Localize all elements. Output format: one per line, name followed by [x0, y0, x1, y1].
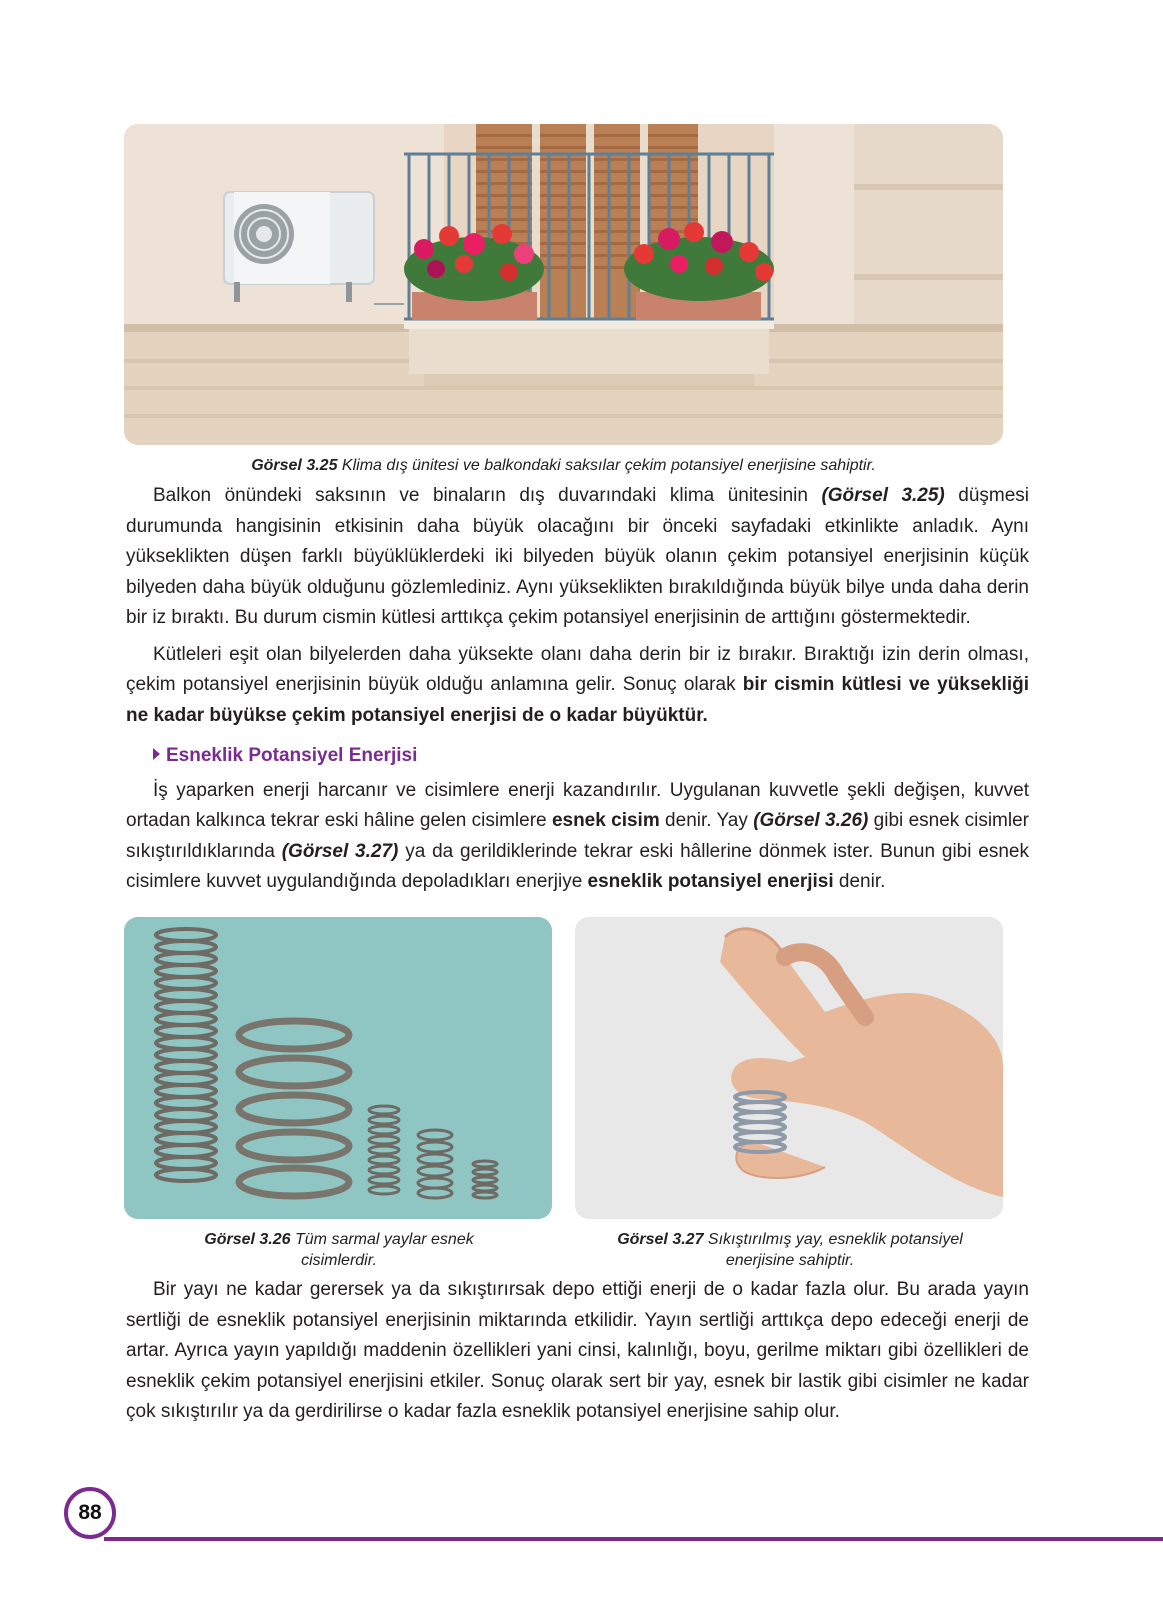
paragraph-3: İş yaparken enerji harcanır ve cisimlere enerji kazandırılır. Uygulanan kuvvetle şekli değişen, kuvvet ortadan kalkınca tekrar eski hâline gelen cisimlere esnek cisim denir. Yay (Görsel 3.26) gibi esnek cisimler sıkıştırıldıklarında (Görsel 3.27) ya da gerildiklerinde tekrar eski hâllerine dönmek ister. Bunun gibi esnek cisimlere kuvvet uygulandığında depoladıkları enerjiye esneklik potansiyel enerjisi denir. [126, 779, 1029, 892]
springs-illustration [124, 917, 552, 1219]
caption-label: Görsel 3.27 [617, 1231, 704, 1248]
balcony-illustration [124, 124, 1003, 445]
caption-text: Klima dış ünitesi ve balkondaki saksılar çekim potansiyel enerjisine sahiptir. [337, 457, 876, 474]
figure-3-25-caption [124, 455, 1003, 476]
paragraph-4: Bir yayı ne kadar gerersek ya da sıkıştırırsak depo ettiği enerji de o kadar fazla olur. Bu arada yayın sertliği de esneklik potansiyel enerjisinin miktarında etkilidir. Yayın sertliği arttıkça depo edeceği enerji de artar. Ayrıca yayın yapıldığı maddenin özellikleri yani cinsi, kalınlığı, boyu, gerilme miktarı gibi özellikleri de esneklik çekim potansiyel enerjisini etkiler. Sonuç olarak sert bir yay, esnek bir lastik gibi cisimler ne kadar çok sıkıştırılır ya da gerdirilirse o kadar fazla esneklik potansiyel enerjisine sahip olur. [126, 1279, 1029, 1422]
caption-text: Tüm sarmal yaylar esnek cisimlerdir. [290, 1231, 474, 1269]
footer-line [104, 1537, 1163, 1541]
caption-label: Görsel 3.26 [204, 1231, 291, 1248]
figure-3-25-image [124, 124, 1003, 445]
caption-text: Sıkıştırılmış yay, esneklik potansiyel enerjisine sahiptir. [703, 1231, 963, 1269]
section-heading: Esneklik Potansiyel Enerjisi [126, 741, 1029, 772]
paragraph-2: Kütleleri eşit olan bilyelerden daha yüksekte olanı daha derin bir iz bırakır. Bıraktığı izin derin olması, çekim potansiyel enerjisinin büyük olduğu anlamına gelir. Sonuç olarak bir cismin kütlesi ve yüksekliği ne kadar büyükse çekim potansiyel enerjisi de o kadar büyüktür. [126, 643, 1030, 726]
figure-3-26-image [124, 917, 552, 1219]
triangle-bullet-icon [153, 748, 160, 760]
figure-3-26-caption [174, 1229, 504, 1271]
body-text-bottom [126, 1275, 1029, 1428]
page-number: 88 [64, 1487, 116, 1539]
body-text-top [126, 481, 1029, 898]
caption-label: Görsel 3.25 [251, 457, 338, 474]
figure-3-27-image [575, 917, 1003, 1219]
paragraph-1: Balkon önündeki saksının ve binaların dış duvarındaki klima ünitesinin (Görsel 3.25) düşmesi durumunda hangisinin etkisinin daha büyük olacağını bir önceki sayfadaki etkinlikte anladık. Aynı yükseklikten düşen farklı büyüklüklerdeki iki bilyeden büyük olanın çekim potansiyel enerjisinin küçük bilyeden daha büyük olduğunu gözlemlediniz. Aynı yükseklikten bırakıldığında büyük bilye unda daha derin bir iz bıraktı. Bu durum cismin kütlesi arttıkça çekim potansiyel enerjisinin de arttığını göstermektedir. [126, 485, 1029, 628]
hand-spring-illustration [575, 917, 1003, 1219]
figure-3-27-caption [600, 1229, 980, 1271]
